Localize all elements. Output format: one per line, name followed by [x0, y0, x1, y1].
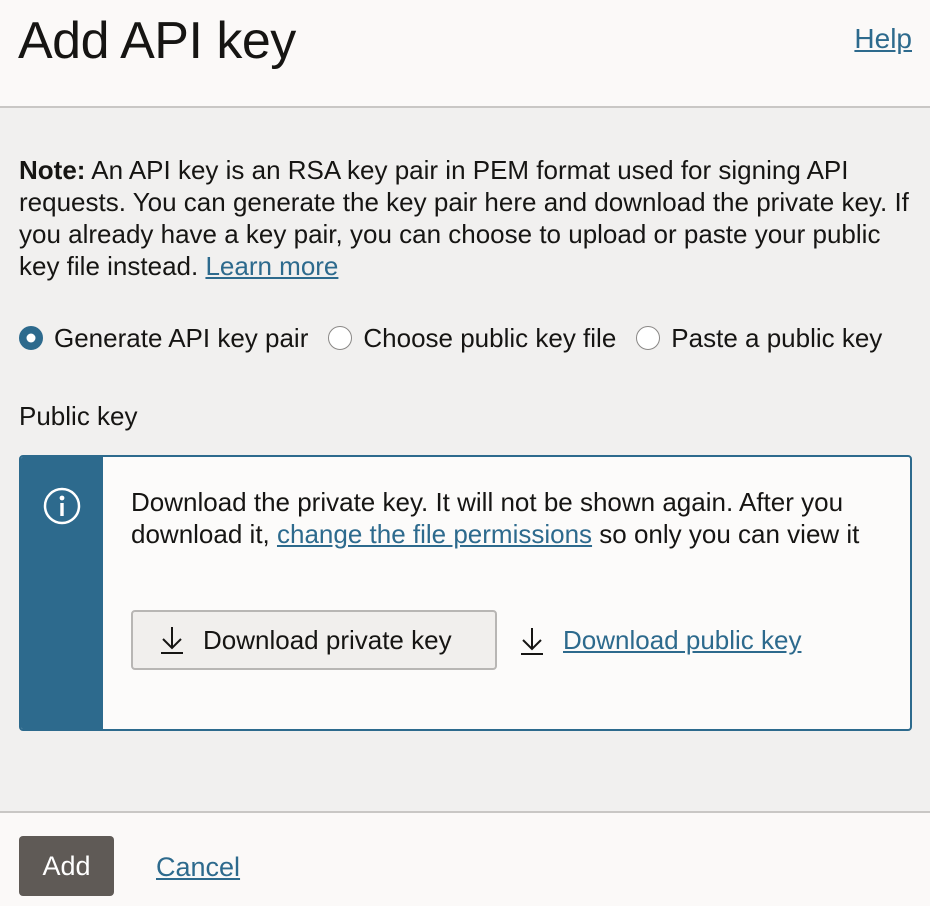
download-icon [159, 625, 185, 655]
help-link[interactable]: Help [854, 23, 912, 54]
panel-footer [0, 811, 930, 906]
page-title: Add API key [18, 12, 296, 70]
key-source-radio-group [19, 322, 930, 354]
panel-header [0, 0, 930, 108]
note-prefix: Note: [19, 155, 86, 185]
info-icon [42, 486, 82, 526]
radio-paste-public-key[interactable] [636, 322, 882, 354]
radio-choose-public-key-file[interactable] [328, 322, 616, 354]
note-paragraph [19, 154, 919, 282]
info-text-before: Download the private key. It will not be shown again. After you download it, [131, 487, 844, 549]
info-strip [21, 457, 103, 729]
radio-label: Paste a public key [671, 323, 883, 353]
download-public-key-label[interactable]: Download public key [563, 625, 802, 655]
radio-unchecked-icon[interactable] [328, 326, 352, 350]
cancel-link[interactable]: Cancel [156, 852, 241, 882]
download-private-key-label: Download private key [203, 624, 452, 655]
download-info-box [19, 455, 912, 731]
radio-label: Choose public key file [363, 323, 617, 353]
radio-generate-key-pair[interactable] [19, 322, 308, 354]
info-text-after: so only you can view it [592, 519, 860, 549]
note-text: An API key is an RSA key pair in PEM format used for signing API requests. You can generate the key pair here and download the private key. If you already have a key pair, you can choose to upload or paste your public key file instead. [19, 155, 909, 281]
download-icon [519, 626, 545, 656]
public-key-label: Public key [19, 401, 138, 431]
radio-label: Generate API key pair [54, 323, 309, 353]
radio-unchecked-icon[interactable] [636, 326, 660, 350]
download-public-key-link[interactable] [519, 625, 801, 656]
change-permissions-link[interactable]: change the file permissions [276, 519, 593, 549]
info-message [131, 486, 891, 550]
add-button[interactable]: Add [19, 836, 114, 896]
download-private-key-button[interactable] [131, 610, 497, 670]
radio-checked-icon[interactable] [19, 326, 43, 350]
learn-more-link[interactable]: Learn more [205, 251, 339, 281]
